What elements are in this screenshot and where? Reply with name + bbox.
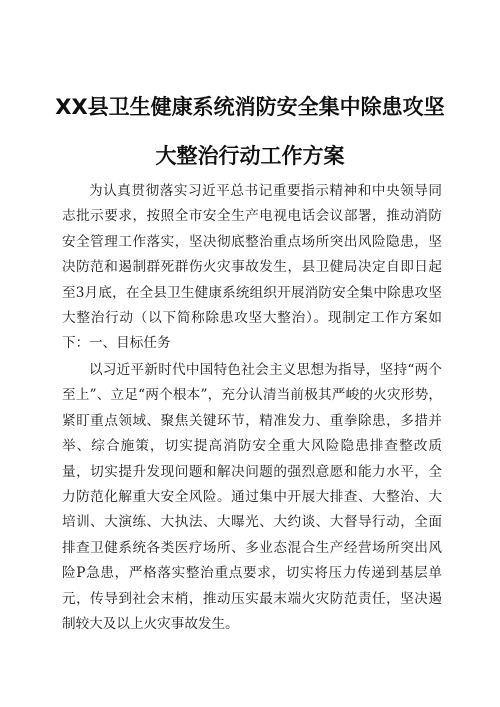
intro-paragraph: 为认真贯彻落实习近平总书记重要指示精神和中央领导同志批示要求，按照全市安全生产电视电话会议部署，推动消防安全管理工作落实，坚决彻底整治重点场所突出风险隐患，坚决防范和遏制群死群伤火灾事故发生，县卫健局决定自即日起至3月底，在全县卫生健康系统组织开展消防安全集中除患攻坚大整治行动（以下简称除患攻坚大整治）。现制定工作方案如下： <box>62 183 442 352</box>
document-title-line-1: XX县卫生健康系统消防安全集中除患攻坚 <box>55 95 445 119</box>
document-title-line-2: 大整治行动工作方案 <box>155 144 345 168</box>
objectives-paragraph: 以习近平新时代中国特色社会主义思想为指导，坚持“两个至上”、立足“两个根本”，充分认清当前极其严峻的火灾形势，紧盯重点领域、聚焦关键环节，精准发力、重拳除患，多措并举、综合施策，切实提高消防安全重大风险隐患排查整改质量，切实提升发现问题和解决问题的强烈意愿和能力水平，全力防范化解重大安全风险。通过集中开展大排查、大整治、大培训、大演练、大执法、大曝光、大约谈、大督导行动，全面排查卫健系统各类医疗场所、多业态混合生产经营场所突出风险P急患，严格落实整治重点要求，切实将压力传递到基层单元，传导到社会末梢，推动压实最末端火灾防范责任，坚决遏制较大及以上火灾事故发生。 <box>62 362 442 633</box>
section-heading-objectives: 一、目标任务 <box>89 335 171 351</box>
